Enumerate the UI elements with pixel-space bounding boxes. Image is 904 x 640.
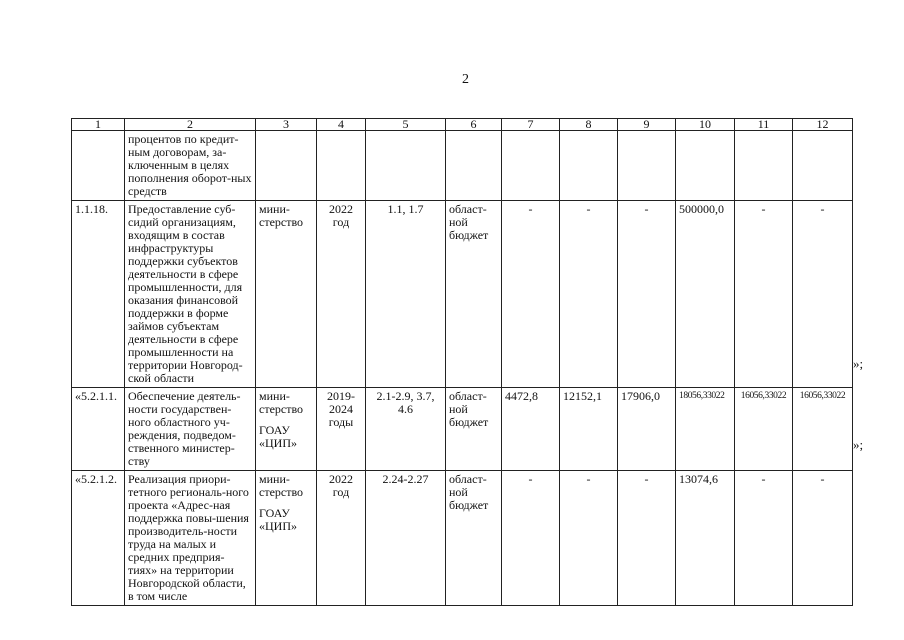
executor-primary: мини-стерство bbox=[259, 472, 304, 499]
measure-name: Обеспечение деятель-ности государствен-ного областного уч-реждения, подведом-ственного министер-ству bbox=[125, 388, 256, 471]
target-indicators: 2.24-2.27 bbox=[366, 471, 446, 606]
row-number: «5.2.1.1. bbox=[72, 388, 125, 471]
closing-quote-mark: »; bbox=[853, 356, 864, 371]
period: 2019-2024 годы bbox=[317, 388, 366, 471]
executor-secondary: ГОАУ «ЦИП» bbox=[259, 423, 297, 450]
amount-2024: - bbox=[793, 471, 853, 606]
target-indicators: 2.1-2.9, 3.7, 4.6 bbox=[366, 388, 446, 471]
amount-2019: - bbox=[502, 471, 560, 606]
amount-2022 bbox=[676, 131, 735, 201]
header-row bbox=[72, 119, 853, 131]
amount-2022: 18056,33022 bbox=[676, 388, 735, 471]
column-header: 2 bbox=[125, 119, 256, 131]
amount-2024: - bbox=[793, 201, 853, 388]
executor-primary: мини-стерство bbox=[259, 389, 304, 416]
measure-name: Реализация приори-тетного региональ-ного проекта «Адрес-ная поддержка повы-шения производитель-ности труда на малых и средних предприя-тиях» на территории Новгородской области, в том числе bbox=[125, 471, 256, 606]
amount-2023: 16056,33022 bbox=[735, 388, 793, 471]
column-header: 9 bbox=[618, 119, 676, 131]
period bbox=[317, 131, 366, 201]
amount-2019: 4472,8 bbox=[502, 388, 560, 471]
amount-2022: 13074,6 bbox=[676, 471, 735, 606]
amount-2021: - bbox=[618, 471, 676, 606]
executor bbox=[256, 201, 317, 388]
column-header: 12 bbox=[793, 119, 853, 131]
table-row bbox=[72, 471, 853, 606]
executor bbox=[256, 388, 317, 471]
column-header: 5 bbox=[366, 119, 446, 131]
executor bbox=[256, 131, 317, 201]
column-header: 1 bbox=[72, 119, 125, 131]
amount-2021 bbox=[618, 131, 676, 201]
funding-source bbox=[446, 131, 502, 201]
table-row bbox=[72, 201, 853, 388]
column-header: 4 bbox=[317, 119, 366, 131]
measure-name: процентов по кредит-ным договорам, за-ключенным в целях пополнения оборот-ных средств bbox=[125, 131, 256, 201]
column-header: 10 bbox=[676, 119, 735, 131]
amount-2023: - bbox=[735, 471, 793, 606]
amount-2023: - bbox=[735, 201, 793, 388]
column-header: 6 bbox=[446, 119, 502, 131]
executor-secondary: ГОАУ «ЦИП» bbox=[259, 506, 297, 533]
row-number bbox=[72, 131, 125, 201]
row-number: 1.1.18. bbox=[72, 201, 125, 388]
measure-name: Предоставление суб-сидий организациям, входящим в состав инфраструктуры поддержки субъектов деятельности в сфере промышленности, для оказания финансовой поддержки в форме займов субъектам деятельности в сфере промышленности на территории Новгород-ской области bbox=[125, 201, 256, 388]
amount-2019: - bbox=[502, 201, 560, 388]
executor bbox=[256, 471, 317, 606]
amount-2024 bbox=[793, 131, 853, 201]
amount-2021: - bbox=[618, 201, 676, 388]
page-number: 2 bbox=[462, 72, 469, 87]
funding-source: област-ной бюджет bbox=[446, 471, 502, 606]
amount-2023 bbox=[735, 131, 793, 201]
funding-source: област-ной бюджет bbox=[446, 201, 502, 388]
target-indicators bbox=[366, 131, 446, 201]
amount-2019 bbox=[502, 131, 560, 201]
amount-2021: 17906,0 bbox=[618, 388, 676, 471]
target-indicators: 1.1, 1.7 bbox=[366, 201, 446, 388]
table-row bbox=[72, 388, 853, 471]
table-row bbox=[72, 131, 853, 201]
column-header: 8 bbox=[560, 119, 618, 131]
amount-2020 bbox=[560, 131, 618, 201]
amount-2024: 16056,33022 bbox=[793, 388, 853, 471]
row-number: «5.2.1.2. bbox=[72, 471, 125, 606]
executor-primary: мини-стерство bbox=[259, 202, 304, 229]
amount-2020: 12152,1 bbox=[560, 388, 618, 471]
budget-table bbox=[71, 118, 853, 606]
column-header: 11 bbox=[735, 119, 793, 131]
column-header: 3 bbox=[256, 119, 317, 131]
column-header: 7 bbox=[502, 119, 560, 131]
period: 2022 год bbox=[317, 471, 366, 606]
amount-2022: 500000,0 bbox=[676, 201, 735, 388]
funding-source: област-ной бюджет bbox=[446, 388, 502, 471]
period: 2022 год bbox=[317, 201, 366, 388]
closing-quote-mark: »; bbox=[853, 437, 864, 452]
amount-2020: - bbox=[560, 471, 618, 606]
amount-2020: - bbox=[560, 201, 618, 388]
